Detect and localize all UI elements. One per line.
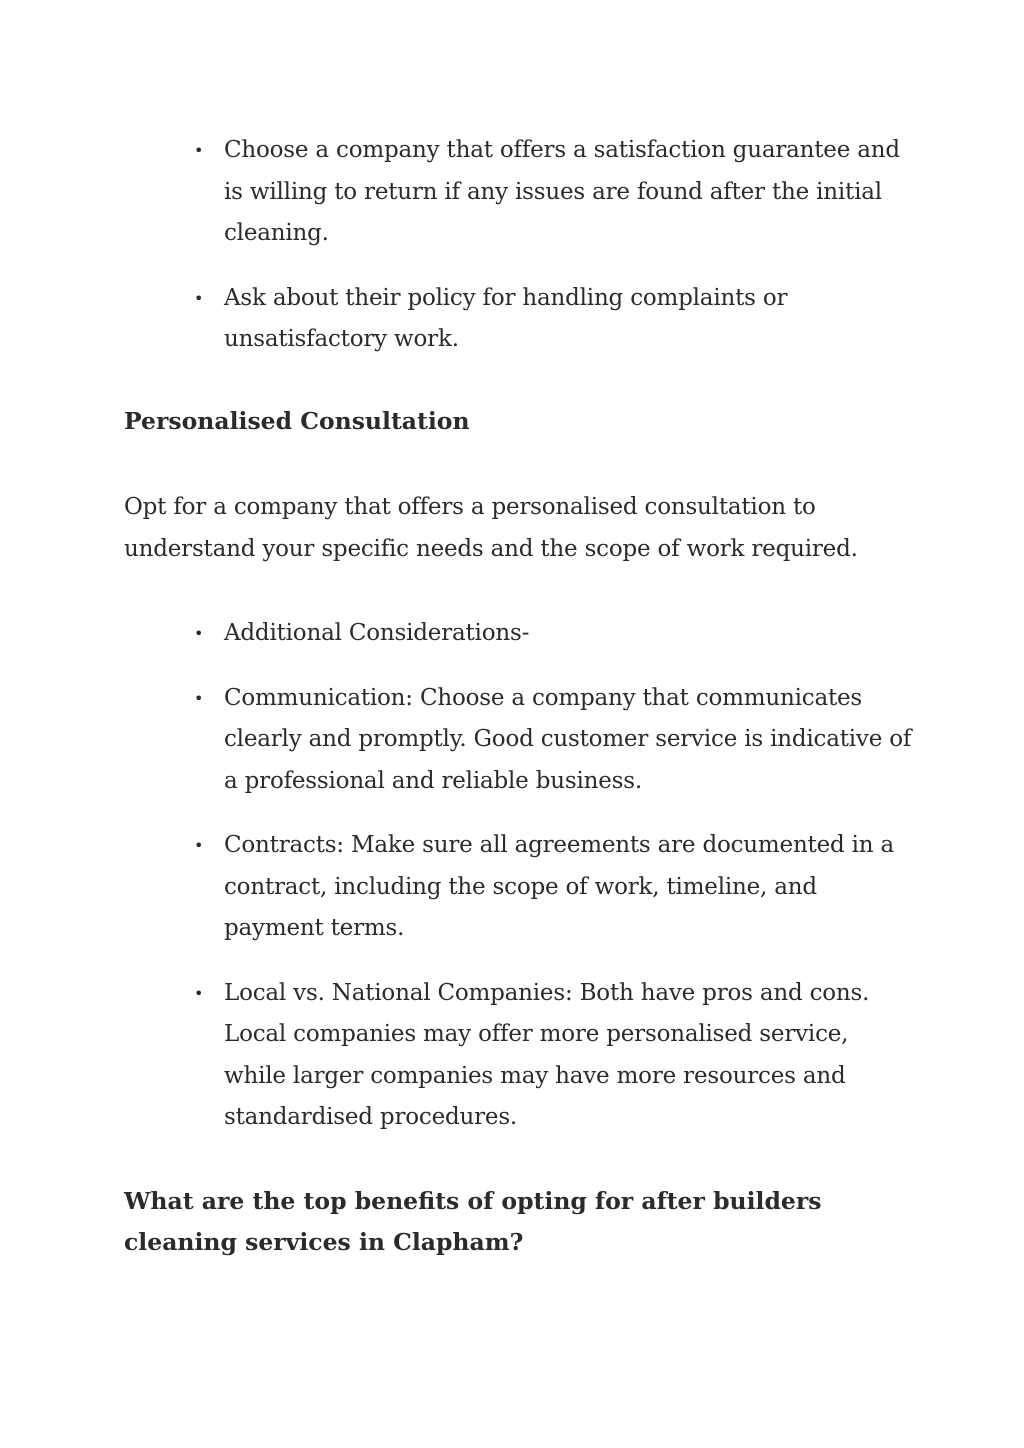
list-item (194, 613, 914, 655)
list-item-text: Ask about their policy for handling complaints or unsatisfactory work. (224, 284, 788, 352)
list-item (194, 278, 914, 361)
bullet-icon: • (194, 836, 204, 855)
list-item (194, 973, 914, 1139)
considerations-bullet-list (124, 613, 914, 1139)
list-item-text: Communication: Choose a company that communicates clearly and promptly. Good customer service is indicative of a professional and reliable business. (224, 684, 912, 794)
guarantee-bullet-list (124, 130, 914, 361)
list-item-text: Additional Considerations- (224, 620, 530, 646)
personalised-consultation-paragraph: Opt for a company that offers a personalised consultation to understand your specific needs and the scope of work required. (124, 494, 858, 562)
bullet-icon: • (194, 288, 204, 308)
list-item (194, 678, 914, 803)
list-item (194, 130, 914, 255)
list-item-text: Contracts: Make sure all agreements are documented in a contract, including the scope of work, timeline, and payment terms. (224, 832, 895, 941)
document-page (124, 130, 914, 1264)
bullet-icon: • (194, 688, 204, 708)
section-heading-benefits: What are the top benefits of opting for after builders cleaning services in Clapham? (124, 1186, 822, 1256)
list-item-text: Choose a company that offers a satisfaction guarantee and is willing to return if any issues are found after the initial cleaning. (224, 137, 900, 246)
section-heading-personalised-consultation: Personalised Consultation (124, 406, 470, 435)
bullet-icon: • (194, 624, 204, 643)
list-item (194, 825, 914, 950)
list-item-text: Local vs. National Companies: Both have pros and cons. Local companies may offer more personalised service, while larger companies may have more resources and standardised procedures. (224, 979, 870, 1130)
bullet-icon: • (194, 141, 204, 160)
bullet-icon: • (194, 983, 204, 1003)
